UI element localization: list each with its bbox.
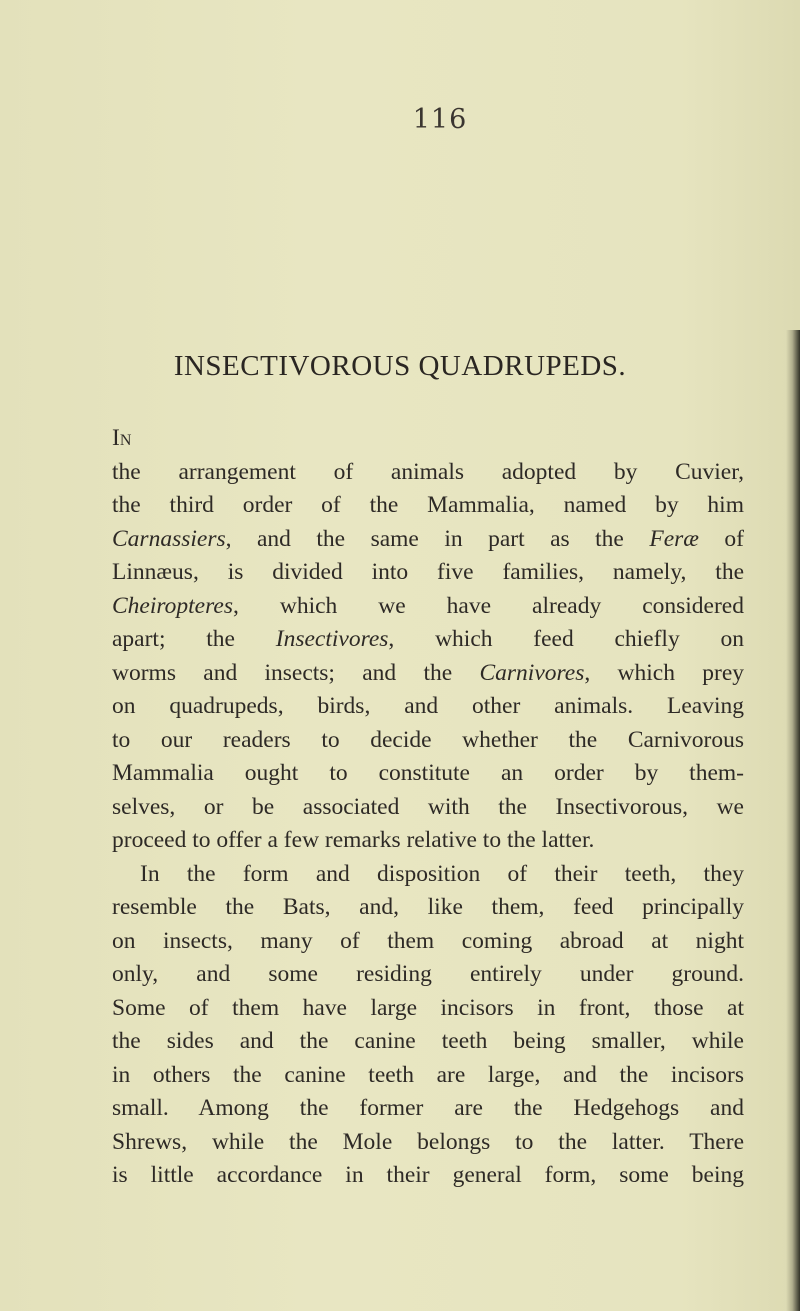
italic-term: Carnassiers — [112, 525, 226, 552]
body-text — [112, 422, 744, 1193]
text-line: to our readers to decide whether the Carnivorous — [112, 726, 744, 753]
text-line: small. Among the former are the Hedgehogs and — [112, 1095, 744, 1121]
page-number: 116 — [412, 104, 468, 135]
text-line — [112, 657, 744, 691]
text-line: Linnæus, is divided into five families, namely, the — [112, 559, 744, 585]
text-run: , which feed chiefly on — [388, 626, 744, 652]
chapter-title: INSECTIVOROUS QUADRUPEDS. — [173, 350, 627, 382]
text-run: worms and insects; and the — [112, 659, 480, 686]
page-edge-shadow — [786, 330, 800, 1311]
text-line — [112, 422, 744, 489]
text-run: , which prey — [584, 659, 745, 686]
text-run: , which we have already considered — [232, 592, 744, 619]
text-run: of — [698, 525, 745, 552]
text-line: Mammalia ought to constitute an order by them- — [112, 760, 744, 786]
text-line: on quadrupeds, birds, and other animals. Leaving — [112, 693, 744, 719]
text-line: proceed to offer a few remarks relative to the latter. — [112, 827, 595, 853]
text-line: only, and some residing entirely under ground. — [112, 961, 744, 987]
italic-term: Carnivores — [479, 659, 585, 686]
text-line: In the form and disposition of their teeth, they — [140, 860, 744, 887]
text-line: on insects, many of them coming abroad at night — [112, 927, 744, 954]
italic-term: Insectivores — [275, 626, 389, 652]
text-line: is little accordance in their general form, some being — [112, 1162, 744, 1188]
text-run: the arrangement of animals adopted by Cuvier, — [112, 458, 744, 485]
italic-term: Feræ — [649, 525, 699, 552]
text-line — [112, 623, 744, 657]
text-line: Some of them have large incisors in front, those at — [112, 994, 744, 1021]
drop-word: In — [112, 425, 132, 451]
text-line: the third order of the Mammalia, named by him — [112, 492, 744, 518]
italic-term: Cheiropteres — [112, 592, 233, 619]
text-line: the sides and the canine teeth being smaller, while — [112, 1028, 744, 1054]
text-line: in others the canine teeth are large, and the incisors — [112, 1061, 744, 1088]
text-run: , and the same in part as the — [225, 525, 650, 552]
text-line — [112, 590, 744, 624]
text-line: resemble the Bats, and, like them, feed principally — [112, 894, 744, 920]
text-line: Shrews, while the Mole belongs to the latter. There — [112, 1128, 744, 1155]
text-run: apart; the — [112, 626, 276, 652]
text-line: selves, or be associated with the Insectivorous, we — [112, 793, 744, 820]
text-line — [112, 523, 744, 557]
